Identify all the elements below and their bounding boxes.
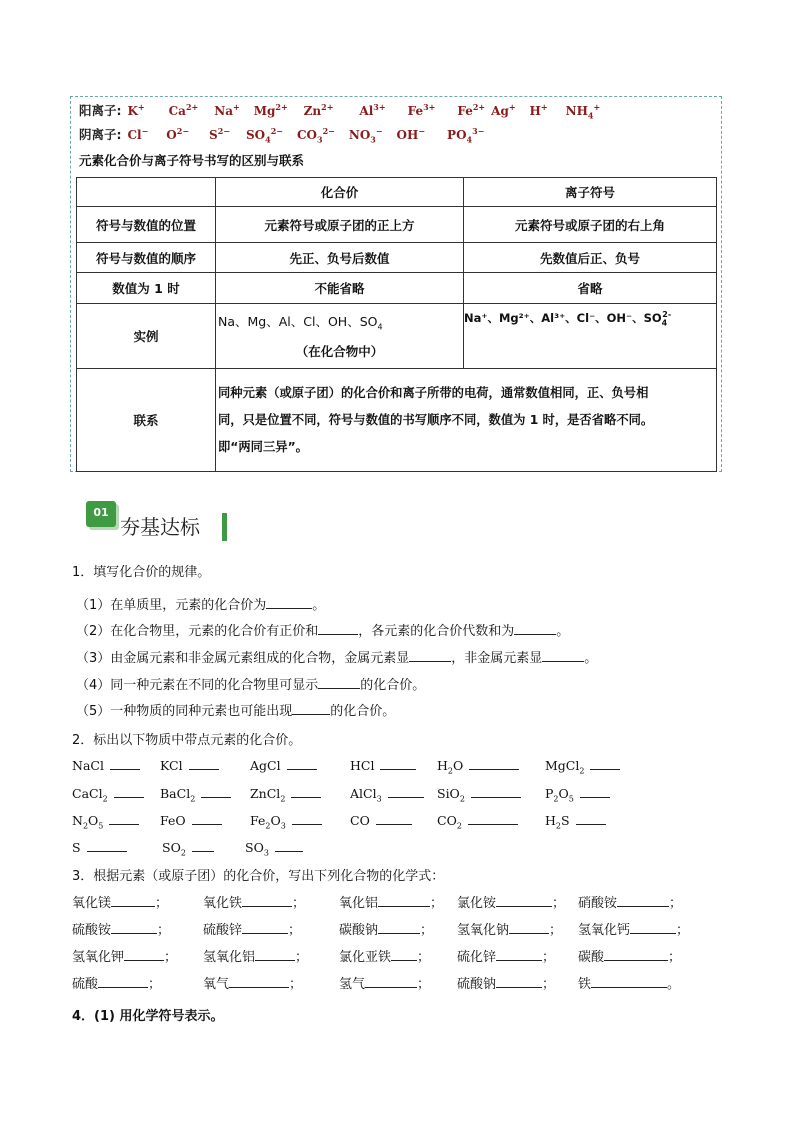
answer-blank[interactable] [98,976,148,988]
compound-name: 氯化铵 [457,896,497,911]
formula-item [72,840,127,855]
formula-item [545,758,620,776]
formula-item [437,758,519,776]
answer-blank[interactable] [388,786,424,798]
answer-blank[interactable] [496,976,542,988]
item-text: （3）由金属元素和非金属元素组成的化合物，金属元素显 [76,651,410,666]
formula: $SO_3$ [245,840,269,858]
compound-item [339,919,433,938]
separator: ； [288,923,302,938]
formula-item [245,840,303,858]
compound-item [72,946,177,965]
compound-name: 氢氧化铝 [203,950,256,965]
answer-blank[interactable] [590,758,620,770]
anion-label: 阴离子: [79,127,122,142]
compound-name: 氧化镁 [72,896,112,911]
compound-name: 氢氧化钾 [72,950,125,965]
answer-blank[interactable] [192,840,214,852]
formula-item [160,786,231,804]
item-text: 。 [312,598,326,613]
answer-blank[interactable] [229,976,289,988]
row-valence: 元素符号或原子团的正上方 [216,207,464,243]
header-valence: 化合价 [216,178,464,207]
formula-item [350,813,412,828]
compound-item [457,946,555,965]
formula: BaCl$_2$ [160,786,196,804]
ion-symbol: $NO_3^-$ [348,126,383,145]
formula: $H_2O$ [437,758,464,776]
answer-blank[interactable] [617,895,669,907]
example-ion: Na⁺、Mg²⁺、Al³⁺、Cl⁻、OH⁻、SO [464,311,662,325]
answer-blank[interactable] [496,895,552,907]
ion-symbol: $SO_4^{2-}$ [245,126,283,145]
formula-item [545,786,610,804]
answer-blank[interactable] [509,922,549,934]
answer-blank[interactable] [242,895,292,907]
box-heading: 元素化合价与离子符号书写的区别与联系 [79,153,305,168]
question-2-title: 2．标出以下物质中带点元素的化合价。 [72,733,302,748]
separator: ； [430,896,444,911]
compound-name: 硝酸铵 [578,896,618,911]
answer-blank[interactable] [318,623,358,635]
relation-line-2: 同，只是位置不同，符号与数值的书写顺序不同，数值为 1 时，是否省略不同。 [218,412,654,427]
compound-item [457,892,565,911]
formula-item [160,758,219,773]
anion-line [79,125,484,144]
answer-blank[interactable] [378,895,430,907]
formula-item [72,758,140,773]
answer-blank[interactable] [87,840,127,852]
ion-symbol: H+ [529,102,548,118]
table-row-relation [77,369,717,472]
row-valence: 不能省略 [216,273,464,304]
valence-ion-table [76,177,717,472]
separator: ； [148,977,162,992]
cation-list [125,102,601,121]
item-text: （1）在单质里，元素的化合价为 [76,598,267,613]
example-valence-line [218,312,461,332]
answer-blank[interactable] [192,813,222,825]
formula: AgCl [250,758,281,773]
question-1-item [76,700,395,719]
answer-blank[interactable] [114,786,144,798]
compound-item [457,973,555,992]
formula-item [160,813,222,828]
formula-item [72,786,144,804]
answer-blank[interactable] [201,786,231,798]
answer-blank[interactable] [318,677,360,689]
formula: S [72,840,81,855]
relation-label: 联系 [77,369,216,472]
table-row-example [77,304,717,369]
compound-name: 碳酸 [578,950,605,965]
example-valence-cell [216,304,464,369]
compound-item [457,919,562,938]
ion-symbol: $Fe^{3+}$ [407,102,436,118]
table-row [77,207,717,243]
ion-symbol: $Zn^{2+}$ [303,102,334,118]
separator: 。 [667,977,681,992]
item-text: （5）一种物质的同种元素也可能出现 [76,704,293,719]
item-text: 。 [556,624,570,639]
ion-symbol: $NH_4^+$ [565,102,601,121]
separator: ； [157,923,171,938]
section-banner [86,501,236,541]
compound-item [203,919,301,938]
formula: $N_2O_5$ [72,813,104,831]
answer-blank[interactable] [111,922,157,934]
compound-name: 氧化铝 [339,896,379,911]
formula: $P_2O_5$ [545,786,574,804]
compound-name: 铁 [578,977,592,992]
compound-item [578,919,689,938]
example-ion-cell [464,304,717,369]
compound-name: 硫化锌 [457,950,497,965]
answer-blank[interactable] [365,976,417,988]
compound-item [72,973,161,992]
ion-symbol: $O^{2-}$ [166,126,190,142]
ion-symbol: Ag+ [491,102,516,118]
separator: ； [292,896,306,911]
separator: ； [549,923,563,938]
section-accent-bar [222,513,227,541]
relation-text [216,369,717,472]
compound-item [578,946,681,965]
answer-blank[interactable] [378,922,420,934]
compound-item [339,892,443,911]
formula: HCl [350,758,375,773]
answer-blank[interactable] [468,813,518,825]
anion-list [125,126,485,145]
answer-blank[interactable] [514,623,556,635]
separator: ； [420,923,434,938]
header-empty-cell [77,178,216,207]
question-1-item [76,674,425,693]
separator: ； [542,950,556,965]
formula-item [545,813,606,831]
compound-name: 硫酸锌 [203,923,243,938]
separator: ； [676,923,690,938]
formula-item [250,813,322,831]
answer-blank[interactable] [380,758,416,770]
compound-item [578,973,680,992]
item-text: 的化合价。 [330,704,396,719]
answer-blank[interactable] [124,949,164,961]
compound-item [203,946,308,965]
formula-item [350,786,424,804]
item-text: （4）同一种元素在不同的化合物里可显示 [76,678,319,693]
compound-name: 硫酸铵 [72,923,112,938]
ion-symbol: Na+ [214,102,240,118]
example-label: 实例 [77,304,216,369]
compound-item [72,892,168,911]
answer-blank[interactable] [542,650,584,662]
answer-blank[interactable] [471,786,521,798]
ion-symbol: OH− [396,126,426,142]
compound-name: 氧化铁 [203,896,243,911]
answer-blank[interactable] [391,949,417,961]
separator: ； [542,977,556,992]
example-ion-sup: 2- [662,310,672,320]
ion-symbol: $Ca^{2+}$ [168,102,199,118]
answer-blank[interactable] [291,786,321,798]
item-text: ，各元素的化合价代数和为 [358,624,515,639]
compound-item [578,892,682,911]
formula: ZnCl$_2$ [250,786,286,804]
answer-blank[interactable] [496,949,542,961]
answer-blank[interactable] [591,976,667,988]
row-label: 数值为 1 时 [77,273,216,304]
formula: $Fe_2O_3$ [250,813,286,831]
section-title: 夯基达标 [120,515,200,539]
question-1-item [76,647,597,666]
separator: ； [669,896,683,911]
answer-blank[interactable] [469,758,519,770]
compound-name: 氢气 [339,977,366,992]
formula-item [72,813,139,831]
answer-blank[interactable] [275,840,303,852]
question-1-title: 1．填写化合价的规律。 [72,565,211,580]
table-row [77,273,717,304]
cation-line [79,101,600,120]
compound-item [203,892,305,911]
ion-symbol: $PO_4^{3-}$ [447,126,485,145]
ion-symbol: $S^{2-}$ [209,126,230,142]
example-valence-note: （在化合物中） [295,343,384,359]
compound-item [72,919,170,938]
answer-blank[interactable] [576,813,606,825]
formula: SiO$_2$ [437,786,465,804]
answer-blank[interactable] [109,813,139,825]
item-text: 。 [584,651,598,666]
formula: $CO_2$ [437,813,462,831]
separator: ； [417,977,431,992]
ion-symbol: $Al^{3+}$ [359,102,386,118]
compound-item [203,973,302,992]
compound-name: 氢氧化钙 [578,923,631,938]
row-ion: 元素符号或原子团的右上角 [464,207,717,243]
row-label: 符号与数值的顺序 [77,243,216,273]
question-1-item [76,594,325,613]
question-4-title: 4．(1) 用化学符号表示。 [72,1009,224,1024]
formula: NaCl [72,758,104,773]
answer-blank[interactable] [409,650,451,662]
answer-blank[interactable] [287,758,317,770]
answer-blank[interactable] [604,949,668,961]
formula: FeO [160,813,186,828]
compound-name: 氢氧化钠 [457,923,510,938]
formula: $H_2S$ [545,813,570,831]
formula-item [350,758,416,773]
answer-blank[interactable] [189,758,219,770]
ion-symbol: $CO_3^{2-}$ [296,126,335,145]
row-ion: 省略 [464,273,717,304]
separator: ； [155,896,169,911]
answer-blank[interactable] [110,758,140,770]
question-3-title: 3．根据元素（或原子团）的化合价，写出下列化合物的化学式： [72,869,445,884]
formula: MgCl$_2$ [545,758,585,776]
formula: KCl [160,758,183,773]
answer-blank[interactable] [292,813,322,825]
formula-item [250,758,317,773]
compound-item [339,973,430,992]
item-text: ，非金属元素显 [451,651,543,666]
answer-blank[interactable] [630,922,676,934]
question-1-item [76,620,569,639]
example-valence: Na、Mg、Al、Cl、OH、SO [218,314,378,329]
row-label: 符号与数值的位置 [77,207,216,243]
formula-item [250,786,321,804]
table-row [77,243,717,273]
separator: ； [668,950,682,965]
compound-name: 氯化亚铁 [339,950,392,965]
row-ion: 先数值后正、负号 [464,243,717,273]
ion-symbol: Cl− [127,126,149,142]
formula: AlCl$_3$ [350,786,382,804]
relation-line-3: 即“两同三异”。 [218,439,308,454]
answer-blank[interactable] [376,813,412,825]
answer-blank[interactable] [266,597,312,609]
example-ion-sub: 4 [661,318,668,328]
separator: ； [552,896,566,911]
ion-symbol: $Mg^{2+}$ [253,102,288,118]
example-valence-sub: 4 [377,322,383,332]
separator: ； [164,950,178,965]
compound-item [339,946,430,965]
relation-line-1: 同种元素（或原子团）的化合价和离子所带的电荷，通常数值相同，正、负号相 [218,385,649,400]
formula-item [437,813,518,831]
compound-name: 碳酸钠 [339,923,379,938]
formula: CO [350,813,370,828]
compound-name: 氧气 [203,977,230,992]
answer-blank[interactable] [111,895,155,907]
compound-name: 硫酸钠 [457,977,497,992]
answer-blank[interactable] [292,703,330,715]
answer-blank[interactable] [580,786,610,798]
formula: $SO_2$ [162,840,186,858]
ion-symbol: $Fe^{2+}$ [457,102,486,118]
formula-item [437,786,521,804]
compound-name: 硫酸 [72,977,99,992]
answer-blank[interactable] [255,949,295,961]
answer-blank[interactable] [242,922,288,934]
item-text: （2）在化合物里，元素的化合价有正价和 [76,624,319,639]
formula-item [162,840,214,858]
separator: ； [295,950,309,965]
row-valence: 先正、负号后数值 [216,243,464,273]
section-number-badge: 01 [86,501,116,527]
separator: ； [417,950,431,965]
formula: CaCl$_2$ [72,786,108,804]
separator: ； [289,977,303,992]
header-ion: 离子符号 [464,178,717,207]
ion-symbol: K+ [127,102,145,118]
cation-label: 阳离子: [79,103,122,118]
item-text: 的化合价。 [360,678,426,693]
